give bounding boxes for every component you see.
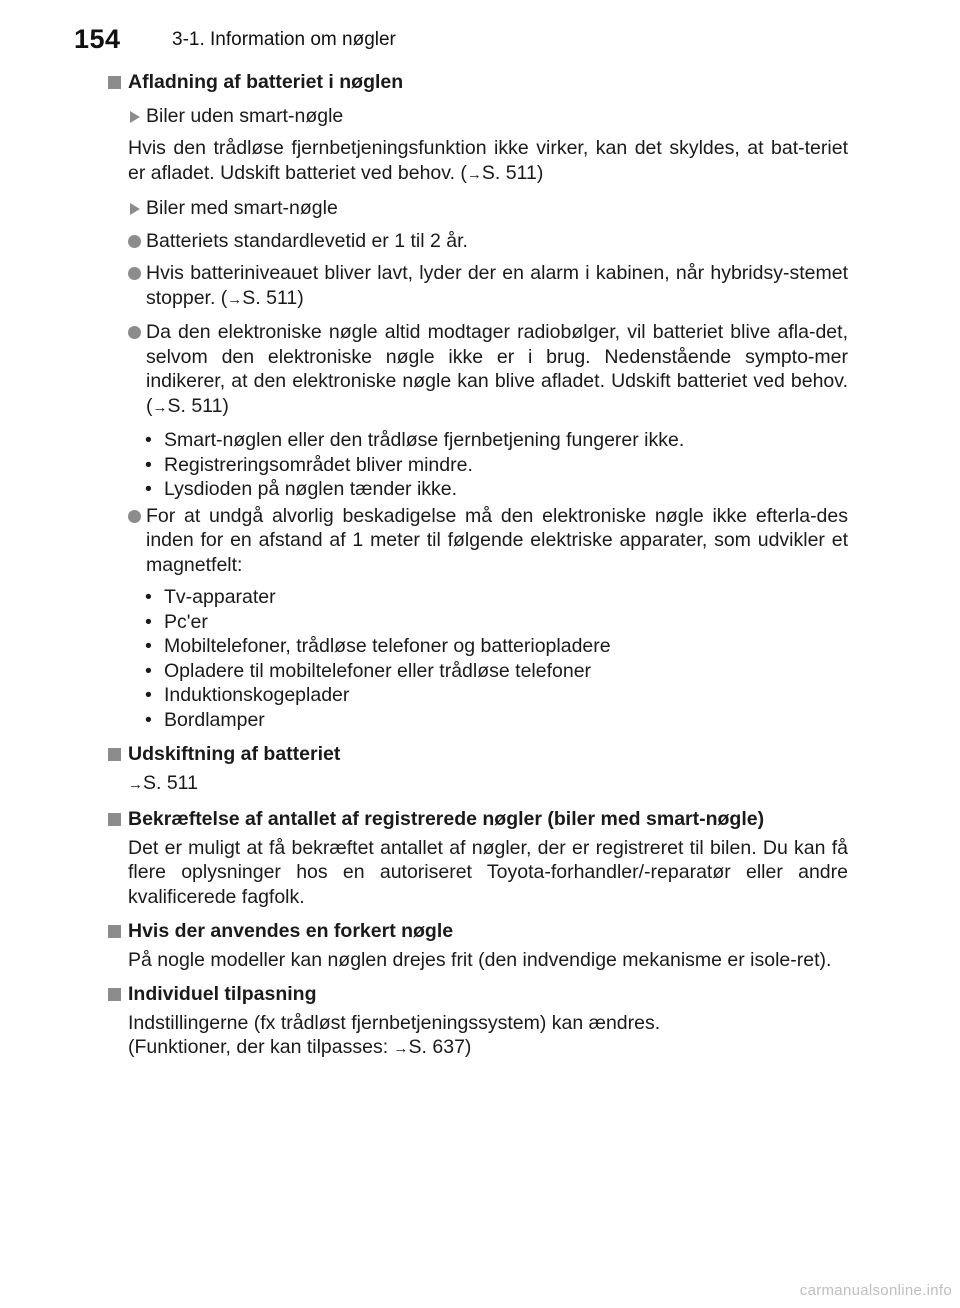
- bullet-icon: •: [145, 586, 152, 608]
- paragraph: Hvis den trådløse fjernbetjeningsfunktion ikke virker, kan det skyldes, at bat-teriet er afladet. Udskift batteriet ved behov. (→S. 511): [128, 137, 848, 184]
- page-reference: S. 511: [143, 771, 198, 794]
- square-marker-icon: [108, 748, 121, 761]
- dot-item: Hvis batteriniveauet bliver lavt, lyder der en alarm i kabinen, når hybridsy-stemet stopper. (→S. 511): [100, 261, 848, 312]
- arrow-icon: →: [227, 290, 243, 308]
- square-marker-icon: [108, 76, 121, 89]
- bullet-icon: •: [145, 453, 152, 476]
- heading-customization: Individuel tilpasning: [100, 982, 848, 1007]
- list-item: • Mobiltelefoner, trådløse telefoner og batteriopladere: [145, 635, 611, 657]
- paragraph: [100, 771, 848, 798]
- dot-item: Da den elektroniske nøgle altid modtager radiobølger, vil batteriet blive afla-det, selvom den elektroniske nøgle ikke er i brug. Nedenstående sympto-mer indikerer, at den elektroniske nøgle kan blive afladet. Udskift batteriet ved behov. (→S. 511): [100, 320, 848, 420]
- list-item: • Tv-apparater: [145, 586, 276, 608]
- list-item: • Lysdioden på nøglen tænder ikke.: [145, 478, 458, 500]
- heading-battery-discharge: Afladning af batteriet i nøglen: [100, 70, 848, 95]
- heading-registered-keys: Bekræftelse af antallet af registrerede nøgler (biler med smart-nøgle): [100, 807, 848, 832]
- arrow-icon: →: [393, 1040, 409, 1057]
- paragraph: På nogle modeller kan nøglen drejes frit (den indvendige mekanisme er isole-ret).: [128, 948, 832, 971]
- bullet-icon: •: [145, 610, 152, 633]
- paragraph: Det er muligt at få bekræftet antallet af nøgler, der er registreret til bilen. Du kan få flere oplysninger hos en autoriseret Toyota-forhandler/-reparatør eller andre kvalificerede fagfolk.: [128, 836, 848, 908]
- page-header: [0, 14, 960, 54]
- circle-marker-icon: [128, 510, 141, 523]
- list-item: • Pc'er: [145, 610, 208, 633]
- circle-marker-icon: [128, 267, 141, 280]
- list-item: • Bordlamper: [145, 708, 265, 731]
- heading-battery-replacement: Udskiftning af batteriet: [100, 742, 848, 767]
- page-reference: S. 511): [481, 161, 544, 184]
- subheading-with-smart-key: Biler med smart-nøgle: [100, 196, 848, 221]
- bullet-icon: •: [145, 708, 152, 731]
- dot-item: Batteriets standardlevetid er 1 til 2 år.: [100, 229, 848, 254]
- list-item: • Smart-nøglen eller den trådløse fjernbetjening fungerer ikke.: [145, 429, 685, 451]
- paragraph: Indstillingerne (fx trådløst fjernbetjeningssystem) kan ændres. (Funktioner, der kan tilpasses: →S. 637): [128, 1011, 661, 1058]
- page-content: [100, 70, 848, 1062]
- square-marker-icon: [108, 988, 121, 1001]
- bullet-list-symptoms: [100, 428, 848, 502]
- page-reference: S. 637): [408, 1036, 472, 1058]
- arrow-icon: →: [128, 775, 143, 793]
- bullet-icon: •: [145, 478, 152, 500]
- dot-item: For at undgå alvorlig beskadigelse må den elektroniske nøgle ikke efterla-des inden for en afstand af 1 meter til følgende elektriske apparater, som udvikler et magnetfelt:: [100, 504, 848, 578]
- page-reference: S. 511): [167, 394, 229, 417]
- bullet-icon: •: [145, 429, 152, 451]
- bullet-icon: •: [145, 684, 152, 706]
- triangle-marker-icon: [130, 203, 140, 215]
- watermark: carmanualsonline.info: [799, 1282, 952, 1299]
- section-title: 3-1. Information om nøgler: [172, 29, 396, 50]
- bullet-list-devices: [100, 585, 848, 732]
- triangle-marker-icon: [130, 111, 140, 123]
- heading-wrong-key: Hvis der anvendes en forkert nøgle: [100, 919, 848, 944]
- circle-marker-icon: [128, 235, 141, 248]
- list-item: • Opladere til mobiltelefoner eller trådløse telefoner: [145, 659, 592, 682]
- arrow-icon: →: [152, 398, 168, 416]
- square-marker-icon: [108, 925, 121, 938]
- square-marker-icon: [108, 813, 121, 826]
- circle-marker-icon: [128, 326, 141, 339]
- list-item: • Induktionskogeplader: [145, 684, 350, 706]
- arrow-icon: →: [466, 165, 482, 183]
- bullet-icon: •: [145, 635, 152, 657]
- bullet-icon: •: [145, 659, 152, 682]
- subheading-without-smart-key: Biler uden smart-nøgle: [100, 104, 848, 129]
- page-reference: S. 511): [242, 286, 304, 309]
- list-item: • Registreringsområdet bliver mindre.: [145, 453, 473, 476]
- page-number: 154: [74, 24, 121, 54]
